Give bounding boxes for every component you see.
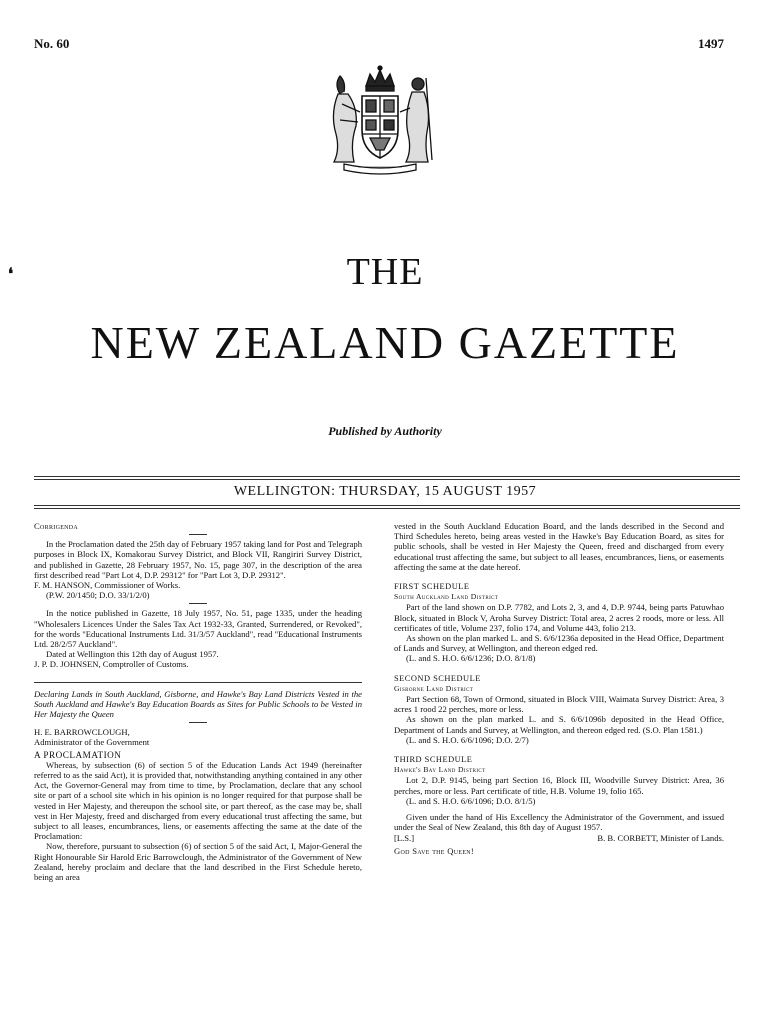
third-schedule-heading: THIRD SCHEDULE <box>394 755 473 765</box>
seal-mark: [L.S.] <box>394 833 415 844</box>
proclamation-para-2: Now, therefore, pursuant to subsection (6) of section 5 of the said Act, I, Major-General the Right Honourable Sir Harold Eric Barrowclough, the Administrator of the Government of New Zealand, hereby proclaim and declare that the land described in the First Schedule hereto, being an area <box>34 841 362 883</box>
proclamation-para-1: Whereas, by subsection (6) of section 5 of the Education Lands Act 1949 (hereinafter referred to as the said Act), it is provided that, notwithstanding anything contained in any other Act, the Governor-General may from time to time, by Proclamation, declare that any school site or part of a school site which in his opinion is no longer required for that purpose shall be vested in Her Majesty, and thereupon the school site, or part thereof, as the case may be, shall vest in Her Majesty, freed and discharged from every educational trust affecting the same, but subject to all leases, encumbrances, liens, or easements affecting the same at the date of the Proclamation: <box>34 759 362 842</box>
issue-number: No. 60 <box>34 36 70 51</box>
second-schedule-ref: (L. and S. H.O. 6/6/1096; D.O. 2/7) <box>406 734 529 745</box>
proclamation-heading: A PROCLAMATION <box>34 749 122 760</box>
second-schedule-district: Gisborne Land District <box>394 683 474 693</box>
third-schedule-ref: (L. and S. H.O. 6/6/1096; D.O. 8/1/5) <box>406 795 536 806</box>
margin-mark: ❛ <box>8 266 14 283</box>
corrigenda-item-1: In the Proclamation dated the 25th day of February 1957 taking land for Post and Telegraph purposes in Block IX, Komakorau Survey District, and Block VII, Rangiriri Survey District, and published in Gazette, 28 February 1957, No. 15, page 307, in the description of the area first described read "Part Lot 4, D.P. 29312" for "Part Lot 3, D.P. 29312". <box>34 539 362 580</box>
corrigenda-item-2-signature: J. P. D. JOHNSEN, Comptroller of Customs. <box>34 659 189 670</box>
masthead-title: NEW ZEALAND GAZETTE <box>90 317 680 368</box>
section-divider <box>34 682 362 683</box>
first-schedule-district: South Auckland Land District <box>394 592 499 602</box>
dateline: WELLINGTON: THURSDAY, 15 AUGUST 1957 <box>233 484 537 499</box>
coat-of-arms-icon <box>300 64 460 176</box>
proclamation-title: Declaring Lands in South Auckland, Gisborne, and Hawke's Bay Land Districts Vested in the South Auckland and Hawke's Bay Education Boards as Sites for Public Schools to be Vested in Her Majesty the Queen <box>34 688 362 720</box>
corrigenda-item-1-ref: (P.W. 20/1450; D.O. 33/1/2/0) <box>46 590 150 601</box>
corrigenda-item-2: In the notice published in Gazette, 18 July 1957, No. 51, page 1335, under the heading "Wholesalers Licences Under the Sales Tax Act 1932-33, Granted, Surrendered, or Revoked", for the words "Educational Instruments Ltd. 31/3/57 Auckland", read "Educational Instruments Ltd. 28/2/57 Auckland". <box>34 608 362 650</box>
divider <box>189 603 207 604</box>
divider <box>189 722 207 723</box>
given-under-hand: Given under the hand of His Excellency the Administrator of the Government, and issued under the Seal of New Zealand, this 8th day of August 1957. <box>394 812 724 833</box>
proclamation-continuation: vested in the South Auckland Education Board, and the lands described in the Second and Third Schedules hereto, being areas vested in the Hawke's Bay Education Board, as sites for public schools, shall be vested in Her Majesty the Queen, freed and discharged from every educational trust affecting the same, but subject to all leases, encumbrances, liens, or easements affecting the same at the date hereof. <box>394 521 724 572</box>
left-column <box>34 521 362 882</box>
page-number: 1497 <box>698 36 724 51</box>
divider <box>189 534 207 535</box>
second-schedule-plan: As shown on the plan marked L. and S. 6/6/1096b deposited in the Head Office, Department of Lands and Survey, at Wellington, and thereon edged red. (S.O. Plan 1581.) <box>394 714 724 735</box>
second-schedule-text: Part Section 68, Town of Ormond, situated in Block VIII, Waimata Survey District: Area, 3 acres 1 rood 22 perches, more or less. <box>394 694 724 715</box>
administrator-title: Administrator of the Government <box>34 737 150 748</box>
first-schedule-text: Part of the land shown on D.P. 7782, and Lots 2, 3, and 4, D.P. 9744, being parts Patuwhao Block, situated in Block V, Aroha Survey District: Total area, 2 acres 2 roods, more or less. All certificates of title, Volume 237, folio 174, and Volume 443, folio 213. <box>394 602 724 633</box>
masthead-rule-bottom <box>34 505 740 506</box>
right-column <box>394 521 724 856</box>
minister-signature: B. B. CORBETT, Minister of Lands. <box>597 833 724 844</box>
masthead-rule-bottom-2 <box>34 508 740 509</box>
first-schedule-plan: As shown on the plan marked L. and S. 6/6/1236a deposited in the Head Office, Department of Lands and Survey, at Wellington, and thereon edged red. <box>394 633 724 654</box>
corrigenda-item-2-dated: Dated at Wellington this 12th day of August 1957. <box>46 649 219 660</box>
masthead-rule-top-2 <box>34 479 740 480</box>
first-schedule-ref: (L. and S. H.O. 6/6/1236; D.O. 8/1/8) <box>406 653 536 664</box>
first-schedule-heading: FIRST SCHEDULE <box>394 582 470 592</box>
third-schedule-text: Lot 2, D.P. 9145, being part Section 16, Block III, Woodville Survey District: Area, 36 perches, more or less. Part certificate of title, H.B. Volume 19, folio 165. <box>394 775 724 796</box>
administrator-name: H. E. BARROWCLOUGH, <box>34 727 130 738</box>
corrigenda-heading: Corrigenda <box>34 521 79 531</box>
third-schedule-district: Hawke's Bay Land District <box>394 765 486 775</box>
god-save-the-queen: God Save the Queen! <box>394 845 475 856</box>
masthead-authority: Published by Authority <box>328 424 442 438</box>
masthead-the: THE <box>346 251 424 293</box>
second-schedule-heading: SECOND SCHEDULE <box>394 673 481 683</box>
corrigenda-item-1-signature: F. M. HANSON, Commissioner of Works. <box>34 580 181 591</box>
masthead-rule-top <box>34 476 740 477</box>
